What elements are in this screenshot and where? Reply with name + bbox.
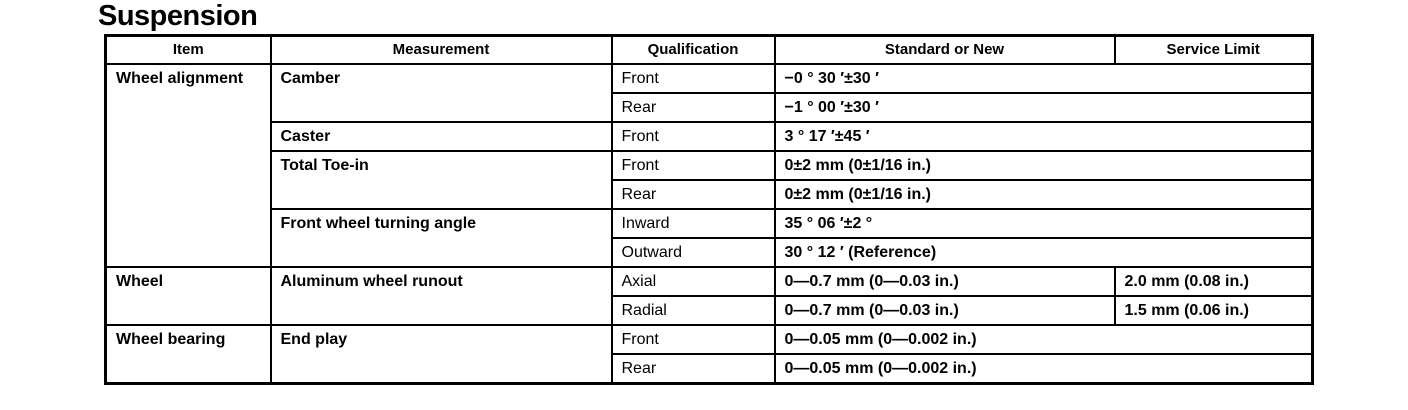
header-measurement: Measurement: [271, 36, 612, 65]
standard-cell: 0±2 mm (0±1/16 in.): [775, 180, 1313, 209]
measurement-caster: Caster: [271, 122, 612, 151]
page-title: Suspension: [98, 0, 258, 32]
standard-cell: 0—0.05 mm (0—0.002 in.): [775, 325, 1313, 354]
measurement-camber: Camber: [271, 64, 612, 122]
standard-cell: 3 ° 17 ′±45 ′: [775, 122, 1313, 151]
standard-cell: 0±2 mm (0±1/16 in.): [775, 151, 1313, 180]
standard-cell: 35 ° 06 ′±2 °: [775, 209, 1313, 238]
measurement-wheel-runout: Aluminum wheel runout: [271, 267, 612, 325]
qualification-cell: Front: [612, 151, 775, 180]
qualification-cell: Front: [612, 122, 775, 151]
qualification-cell: Rear: [612, 93, 775, 122]
standard-cell: 0—0.7 mm (0—0.03 in.): [775, 267, 1115, 296]
standard-cell: 30 ° 12 ′ (Reference): [775, 238, 1313, 267]
qualification-cell: Inward: [612, 209, 775, 238]
service-limit-cell: 2.0 mm (0.08 in.): [1115, 267, 1313, 296]
table-row: [106, 151, 1313, 180]
qualification-cell: Front: [612, 325, 775, 354]
qualification-cell: Outward: [612, 238, 775, 267]
table-row: [106, 122, 1313, 151]
standard-cell: 0—0.05 mm (0—0.002 in.): [775, 354, 1313, 384]
item-wheel: Wheel: [106, 267, 271, 325]
item-wheel-alignment: Wheel alignment: [106, 64, 271, 267]
standard-cell: 0—0.7 mm (0—0.03 in.): [775, 296, 1115, 325]
header-standard: Standard or New: [775, 36, 1115, 65]
measurement-end-play: End play: [271, 325, 612, 384]
qualification-cell: Axial: [612, 267, 775, 296]
suspension-spec-table: [104, 34, 1314, 385]
qualification-cell: Radial: [612, 296, 775, 325]
header-qualification: Qualification: [612, 36, 775, 65]
standard-cell: −1 ° 00 ′±30 ′: [775, 93, 1313, 122]
service-limit-cell: 1.5 mm (0.06 in.): [1115, 296, 1313, 325]
item-wheel-bearing: Wheel bearing: [106, 325, 271, 384]
measurement-toe-in: Total Toe-in: [271, 151, 612, 209]
table-row: [106, 325, 1313, 354]
standard-cell: −0 ° 30 ′±30 ′: [775, 64, 1313, 93]
table-row: [106, 209, 1313, 238]
table-header-row: [106, 36, 1313, 65]
measurement-turning-angle: Front wheel turning angle: [271, 209, 612, 267]
table-row: [106, 64, 1313, 93]
qualification-cell: Front: [612, 64, 775, 93]
qualification-cell: Rear: [612, 354, 775, 384]
qualification-cell: Rear: [612, 180, 775, 209]
header-item: Item: [106, 36, 271, 65]
header-service-limit: Service Limit: [1115, 36, 1313, 65]
table-row: [106, 267, 1313, 296]
